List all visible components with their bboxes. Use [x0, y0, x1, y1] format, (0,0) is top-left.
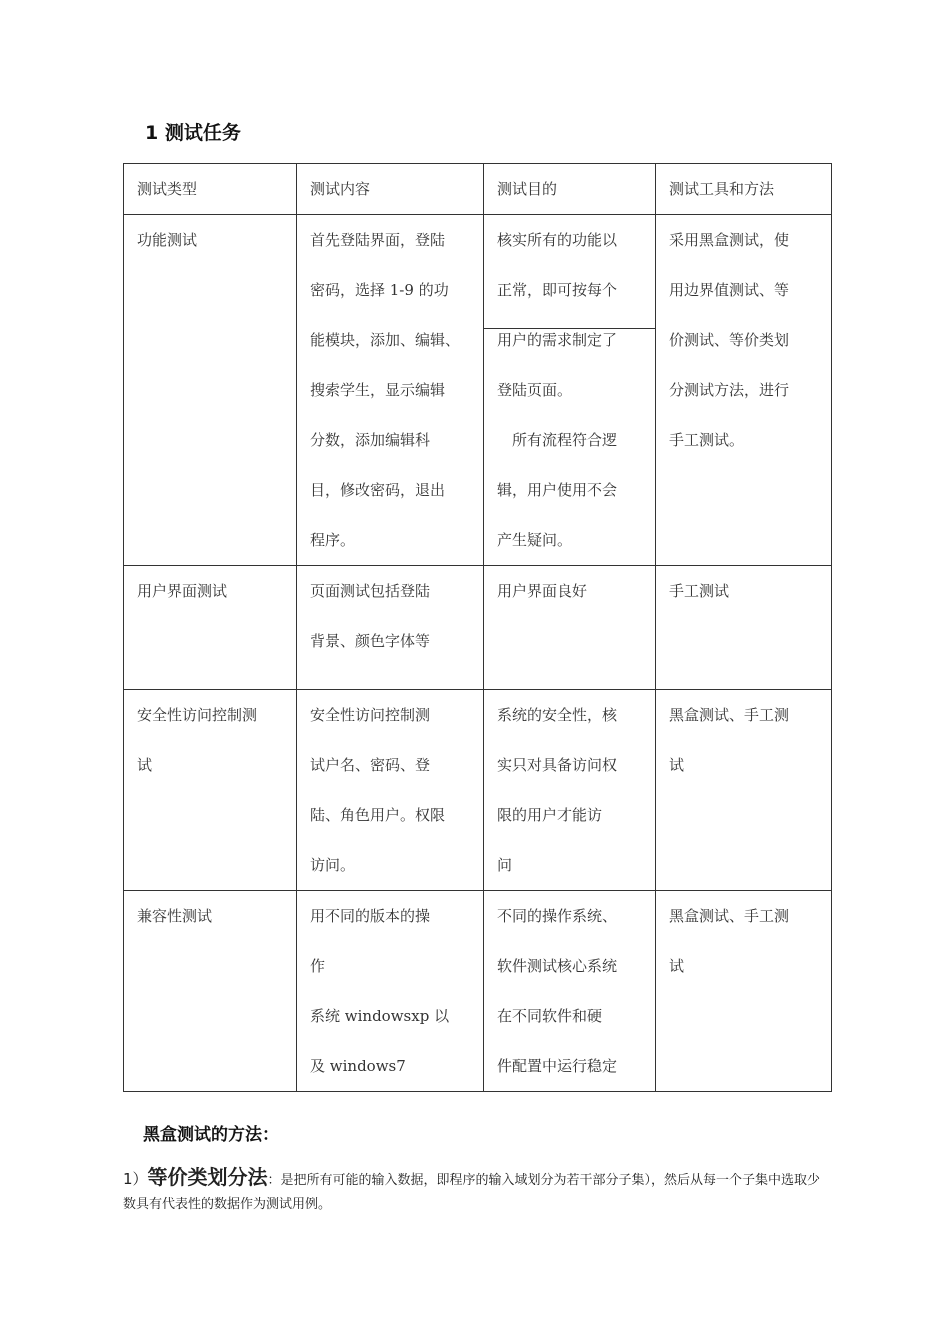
header-test-content: 测试内容 [297, 164, 484, 215]
cell-purpose: 不同的操作系统、 软件测试核心系统 在不同软件和硬 件配置中运行稳定 [484, 891, 656, 1092]
table-row [124, 690, 832, 891]
table-row [124, 566, 832, 690]
cell-purpose: 系统的安全性，核 实只对具备访问权 限的用户才能访 问 [484, 690, 656, 891]
cell-type: 用户界面测试 [124, 566, 297, 690]
cell-inner-divider [484, 328, 655, 329]
method-term: 等价类划分法 [147, 1165, 268, 1189]
cell-type: 安全性访问控制测 试 [124, 690, 297, 891]
method-description: ：是把所有可能的输入数据，即程序的输入域划分为若干部分子集），然后从每一个子集中选取少数具有代表性的数据作为测试用例。 [123, 1173, 821, 1212]
blackbox-methods-heading: 黑盒测试的方法： [143, 1125, 279, 1145]
cell-content: 首先登陆界面，登陆 密码，选择 1-9 的功 能模块，添加、编辑、 搜索学生，显示编辑 分数，添加编辑科 目，修改密码，退出 程序。 [297, 215, 484, 566]
header-test-type: 测试类型 [124, 164, 297, 215]
cell-content: 安全性访问控制测 试户名、密码、登 陆、角色用户。权限 访问。 [297, 690, 484, 891]
cell-tools: 手工测试 [656, 566, 832, 690]
cell-tools: 采用黑盒测试，使 用边界值测试、等 价测试、等价类划 分测试方法，进行 手工测试。 [656, 215, 832, 566]
cell-content: 页面测试包括登陆 背景、颜色字体等 [297, 566, 484, 690]
method-paragraph [123, 1165, 833, 1217]
cell-purpose: 核实所有的功能以 正常，即可按每个 用户的需求制定了 登陆页面。 所有流程符合逻 辑，用户使用不会 产生疑问。 [484, 215, 656, 566]
table-row [124, 215, 832, 566]
cell-tools: 黑盒测试、手工测 试 [656, 891, 832, 1092]
cell-type: 功能测试 [124, 215, 297, 566]
test-task-table [123, 163, 832, 1092]
cell-tools: 黑盒测试、手工测 试 [656, 690, 832, 891]
table-row [124, 891, 832, 1092]
method-number: 1） [123, 1170, 148, 1188]
cell-content: 用不同的版本的操 作 系统 windowsxp 以 及 windows7 [297, 891, 484, 1092]
header-test-purpose: 测试目的 [484, 164, 656, 215]
section-title: 1 测试任务 [145, 122, 241, 144]
header-test-tools: 测试工具和方法 [656, 164, 832, 215]
cell-purpose: 用户界面良好 [484, 566, 656, 690]
cell-type: 兼容性测试 [124, 891, 297, 1092]
